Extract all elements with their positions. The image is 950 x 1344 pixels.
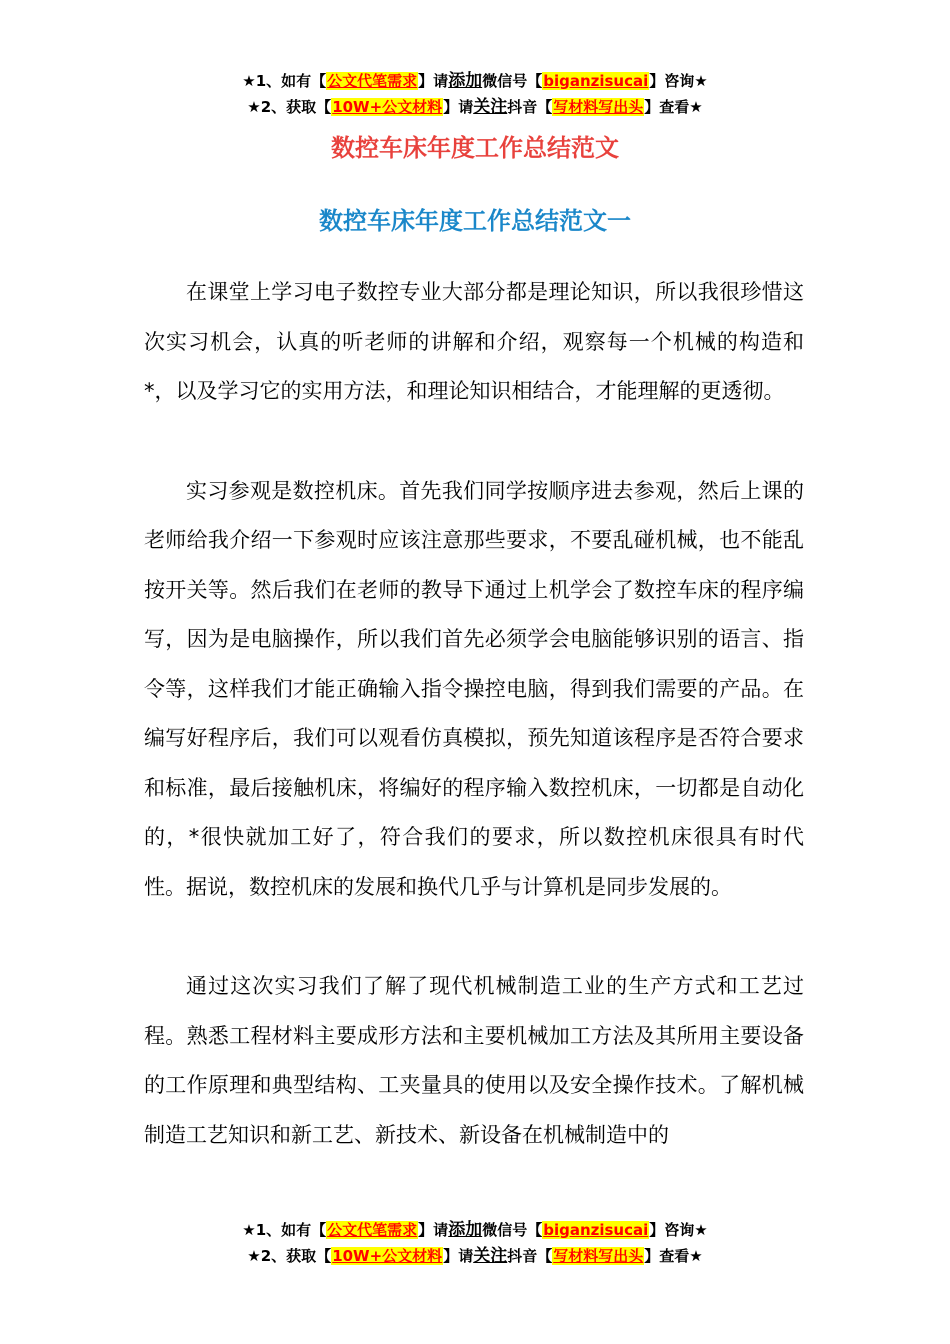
banner-text: 微信号【: [482, 72, 543, 90]
banner-emphasis: 添加: [448, 1220, 483, 1240]
wechat-id: biganzisucai: [543, 72, 649, 90]
paragraph: 实习参观是数控机床。首先我们同学按顺序进去参观，然后上课的老师给我介绍一下参观时应该注意那些要求，不要乱碰机械，也不能乱按开关等。然后我们在老师的教导下通过上机学会了数控车床的程序编写，因为是电脑操作，所以我们首先必须学会电脑能够识别的语言、指令等，这样我们才能正确输入指令操控电脑，得到我们需要的产品。在编写好程序后，我们可以观看仿真模拟，预先知道该程序是否符合要求和标准，最后接触机床，将编好的程序输入数控机床，一切都是自动化的，*很快就加工好了，符合我们的要求，所以数控机床很具有时代性。据说，数控机床的发展和换代几乎与计算机是同步发展的。: [144, 478, 804, 899]
banner-emphasis: 关注: [473, 1246, 508, 1266]
footer-line-1: [0, 1217, 950, 1243]
banner-text: ★1、如有【: [242, 72, 327, 90]
banner-text: 微信号【: [482, 1221, 543, 1239]
banner-text: 】查看★: [644, 98, 703, 116]
banner-highlight: 公文代笔需求: [327, 1221, 418, 1239]
document-subtitle: 数控车床年度工作总结范文一: [319, 207, 631, 235]
banner-text: 】请: [418, 72, 449, 90]
banner-highlight: 10W+公文材料: [332, 1247, 443, 1265]
banner-highlight: 公文代笔需求: [327, 72, 418, 90]
douyin-account: 写材料写出头: [553, 98, 644, 116]
banner-text: 抖音【: [507, 98, 553, 116]
document-title: 数控车床年度工作总结范文: [331, 134, 619, 162]
banner-text: 】请: [418, 1221, 449, 1239]
douyin-account: 写材料写出头: [553, 1247, 644, 1265]
banner-line-1: [0, 68, 950, 94]
footer-banner: [0, 1217, 950, 1269]
footer-line-2: [0, 1243, 950, 1269]
banner-line-2: [0, 94, 950, 120]
wechat-id: biganzisucai: [543, 1221, 649, 1239]
banner-text: ★1、如有【: [242, 1221, 327, 1239]
banner-text: 】咨询★: [649, 1221, 708, 1239]
banner-emphasis: 关注: [473, 97, 508, 117]
banner-text: ★2、获取【: [247, 1247, 332, 1265]
banner-text: 抖音【: [507, 1247, 553, 1265]
banner-text: 】请: [443, 1247, 474, 1265]
banner-highlight: 10W+公文材料: [332, 98, 443, 116]
banner-text: 】查看★: [644, 1247, 703, 1265]
paragraph: 通过这次实习我们了解了现代机械制造工业的生产方式和工艺过程。熟悉工程材料主要成形方法和主要机械加工方法及其所用主要设备的工作原理和典型结构、工夹量具的使用以及安全操作技术。了解机械制造工艺知识和新工艺、新技术、新设备在机械制造中的: [144, 974, 804, 1147]
banner-text: 】请: [443, 98, 474, 116]
banner-emphasis: 添加: [448, 71, 483, 91]
paragraph: 在课堂上学习电子数控专业大部分都是理论知识，所以我很珍惜这次实习机会，认真的听老师的讲解和介绍，观察每一个机械的构造和*，以及学习它的实用方法，和理论知识相结合，才能理解的更透彻。: [144, 280, 804, 403]
document-body: [144, 268, 804, 1210]
header-banner: [0, 68, 950, 120]
banner-text: 】咨询★: [649, 72, 708, 90]
banner-text: ★2、获取【: [247, 98, 332, 116]
